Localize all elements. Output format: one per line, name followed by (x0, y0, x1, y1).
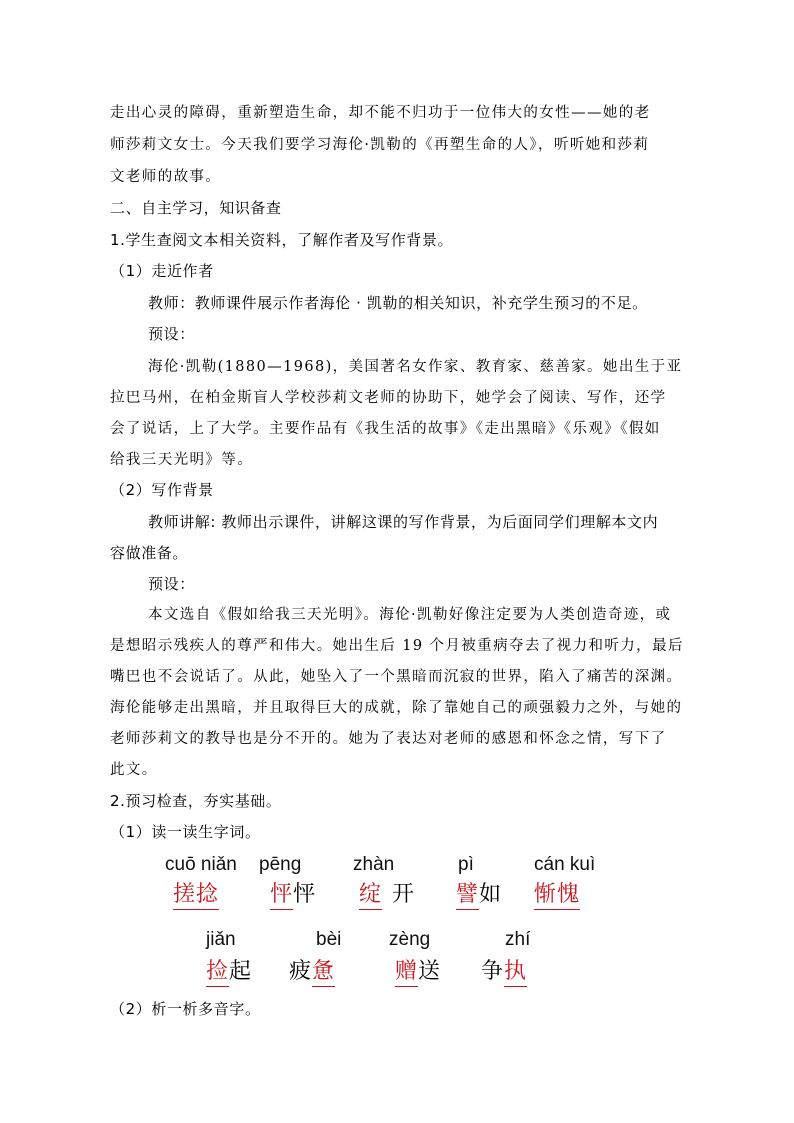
vocab-char-red: 怦 (270, 882, 293, 910)
vocab-pinyin: zhàn (353, 854, 395, 875)
vocab-word (270, 877, 316, 908)
vocab-char-red: 惭愧 (534, 882, 580, 910)
sub-heading-author: （1）走近作者 (110, 262, 214, 280)
background-para-line-2: 是想昭示残疾人的尊严和伟大。她出生后 19 个月被重病夺去了视力和听力，最后 (110, 638, 684, 654)
preset-label-1: 预设： (148, 325, 195, 343)
sub-heading-background: （2）写作背景 (110, 481, 214, 499)
vocab-pinyin: cán kuì (534, 854, 596, 875)
vocab-word (395, 954, 441, 985)
background-para-line-6: 此文。 (110, 762, 158, 778)
vocab-pinyin: bèi (316, 929, 342, 950)
background-para-line-5: 老师莎莉文的教导也是分不开的。她为了表达对老师的感恩和怀念之情，写下了 (110, 731, 667, 747)
vocab-char: 起 (229, 959, 253, 984)
intro-line-1: 走出心灵的障碍，重新塑造生命，却不能不归功于一位伟大的女性——她的老 (110, 105, 651, 121)
vocab-char-red: 绽 (359, 882, 382, 910)
vocab-word (173, 877, 219, 908)
intro-line-3: 文老师的故事。 (110, 169, 222, 185)
preset-label-2: 预设： (148, 575, 195, 593)
vocab-char-red: 执 (504, 959, 527, 987)
background-para-line-4: 海伦能够走出黑暗，并且取得巨大的成就，除了靠她自己的顽强毅力之外，与她的 (110, 700, 683, 716)
vocab-char-red: 捡 (206, 959, 229, 987)
vocab-word (359, 877, 415, 908)
vocab-word (289, 954, 335, 985)
teacher-note-background-1: 教师讲解: 教师出示课件，讲解这课的写作背景，为后面同学们理解本文内 (148, 513, 659, 531)
vocab-char-red: 赠 (395, 959, 418, 987)
vocab-word (456, 877, 502, 908)
author-para-line-3: 会了说话，上了大学。主要作品有《我生活的故事》《走出黑暗》《乐观》《假如 (110, 421, 661, 437)
author-para-line-1: 海伦·凯勒(1880—1968)，美国著名女作家、教育家、慈善家。她出生于亚 (148, 359, 683, 375)
vocab-char: 争 (481, 959, 505, 984)
teacher-note-background-2: 容做准备。 (110, 544, 189, 562)
vocab-pinyin: pì (458, 854, 474, 875)
vocab-pinyin: jiǎn (206, 929, 236, 950)
item-2: 2.预习检查，夯实基础。 (110, 792, 282, 810)
item-1: 1.学生查阅文本相关资料，了解作者及写作背景。 (110, 231, 454, 249)
vocab-word (206, 954, 252, 985)
author-para-line-2: 拉巴马州，在柏金斯盲人学校莎莉文老师的协助下，她学会了阅读、写作，还学 (110, 390, 667, 406)
intro-line-2: 师莎莉文女士。今天我们要学习海伦·凯勒的《再塑生命的人》，听听她和莎莉 (110, 137, 650, 153)
vocab-char: 开 (392, 882, 416, 907)
vocab-char-red: 譬 (456, 882, 479, 910)
vocab-pinyin: zhí (505, 929, 531, 950)
sub-heading-polyphone: （2）析一析多音字。 (110, 1000, 261, 1018)
vocab-pinyin: pēng (259, 854, 302, 875)
background-para-line-1: 本文选自《假如给我三天光明》。海伦·凯勒好像注定要为人类创造奇迹，或 (148, 607, 672, 623)
vocab-pinyin: zèng (389, 929, 431, 950)
author-para-line-4: 给我三天光明》等。 (110, 452, 254, 468)
vocab-char-red: 惫 (312, 959, 335, 987)
vocab-char: 怦 (293, 882, 317, 907)
vocab-pinyin: cuō niǎn (165, 854, 237, 875)
section-heading: 二、自主学习，知识备查 (110, 199, 282, 217)
sub-heading-read: （1）读一读生字词。 (110, 823, 261, 841)
vocab-char: 疲 (289, 959, 313, 984)
vocab-word (534, 877, 580, 908)
vocab-word (481, 954, 527, 985)
teacher-note-author: 教师：教师课件展示作者海伦 · 凯勒的相关知识，补充学生预习的不足。 (148, 294, 648, 312)
background-para-line-3: 嘴巴也不会说话了。从此，她坠入了一个黑暗而沉寂的世界，陷入了痛苦的深渊。 (110, 669, 683, 685)
vocab-char: 送 (418, 959, 442, 984)
vocab-char: 如 (479, 882, 503, 907)
vocab-char-red: 搓捻 (173, 882, 219, 910)
